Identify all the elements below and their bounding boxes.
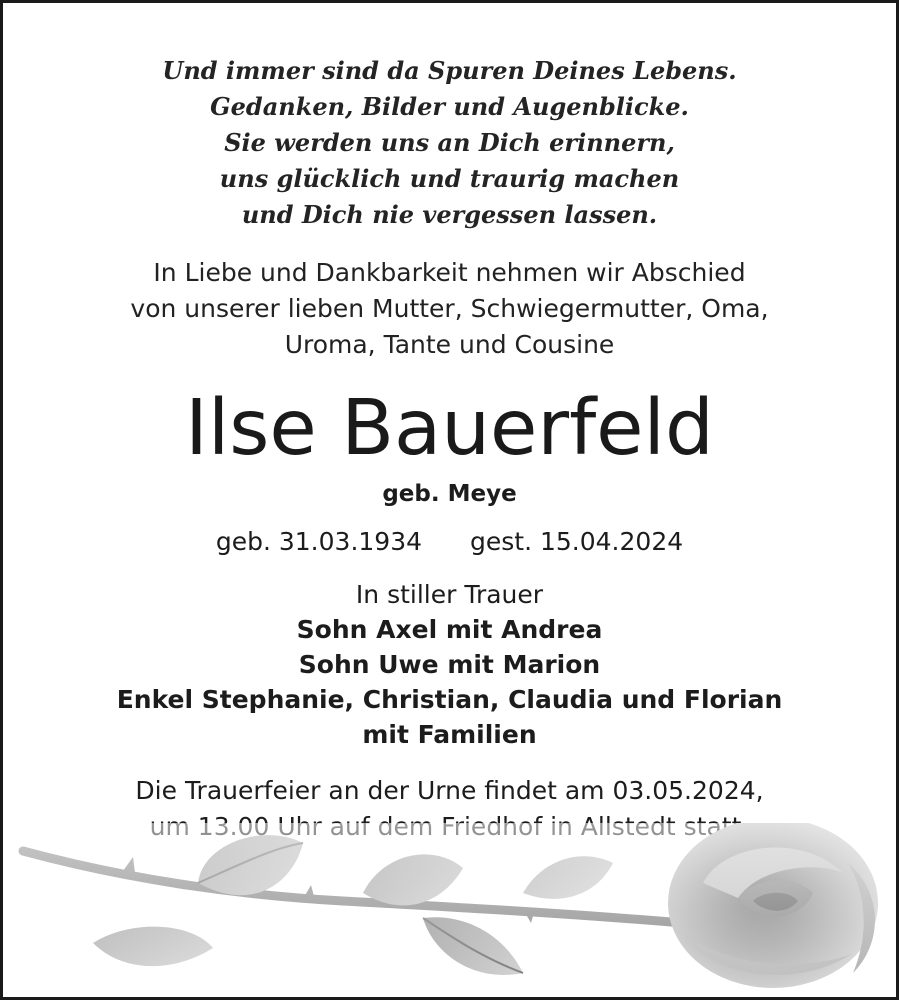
poem-line: uns glücklich und traurig machen xyxy=(219,164,680,193)
poem-line: Sie werden uns an Dich erinnern, xyxy=(224,128,675,157)
mourner-line: Sohn Uwe mit Marion xyxy=(298,650,601,679)
deceased-name: Ilse Bauerfeld xyxy=(185,384,714,473)
mourners-heading: In stiller Trauer xyxy=(355,580,544,609)
mourner-line: Sohn Axel mit Andrea xyxy=(296,615,603,644)
death-date: gest. 15.04.2024 xyxy=(470,527,684,556)
mourner-line: mit Familien xyxy=(362,720,537,749)
maiden-name: geb. Meye xyxy=(382,481,517,507)
life-dates xyxy=(3,523,896,561)
intro-line: von unserer lieben Mutter, Schwiegermutter, Oma, xyxy=(130,294,769,323)
poem-line: Gedanken, Bilder und Augenblicke. xyxy=(210,92,689,121)
poem-line: und Dich nie vergessen lassen. xyxy=(241,200,658,229)
mourner-line: Enkel Stephanie, Christian, Claudia und Florian xyxy=(116,685,783,714)
rose-icon xyxy=(3,823,896,997)
intro-line: Uroma, Tante und Cousine xyxy=(284,330,615,359)
memorial-poem xyxy=(3,53,896,233)
ceremony-line: Die Trauerfeier an der Urne findet am 03.05.2024, xyxy=(135,776,764,805)
farewell-intro xyxy=(3,255,896,363)
intro-line: In Liebe und Dankbarkeit nehmen wir Abschied xyxy=(153,258,746,287)
birth-date: geb. 31.03.1934 xyxy=(215,527,423,556)
poem-line: Und immer sind da Spuren Deines Lebens. xyxy=(162,56,737,85)
mourners-list xyxy=(3,612,896,752)
